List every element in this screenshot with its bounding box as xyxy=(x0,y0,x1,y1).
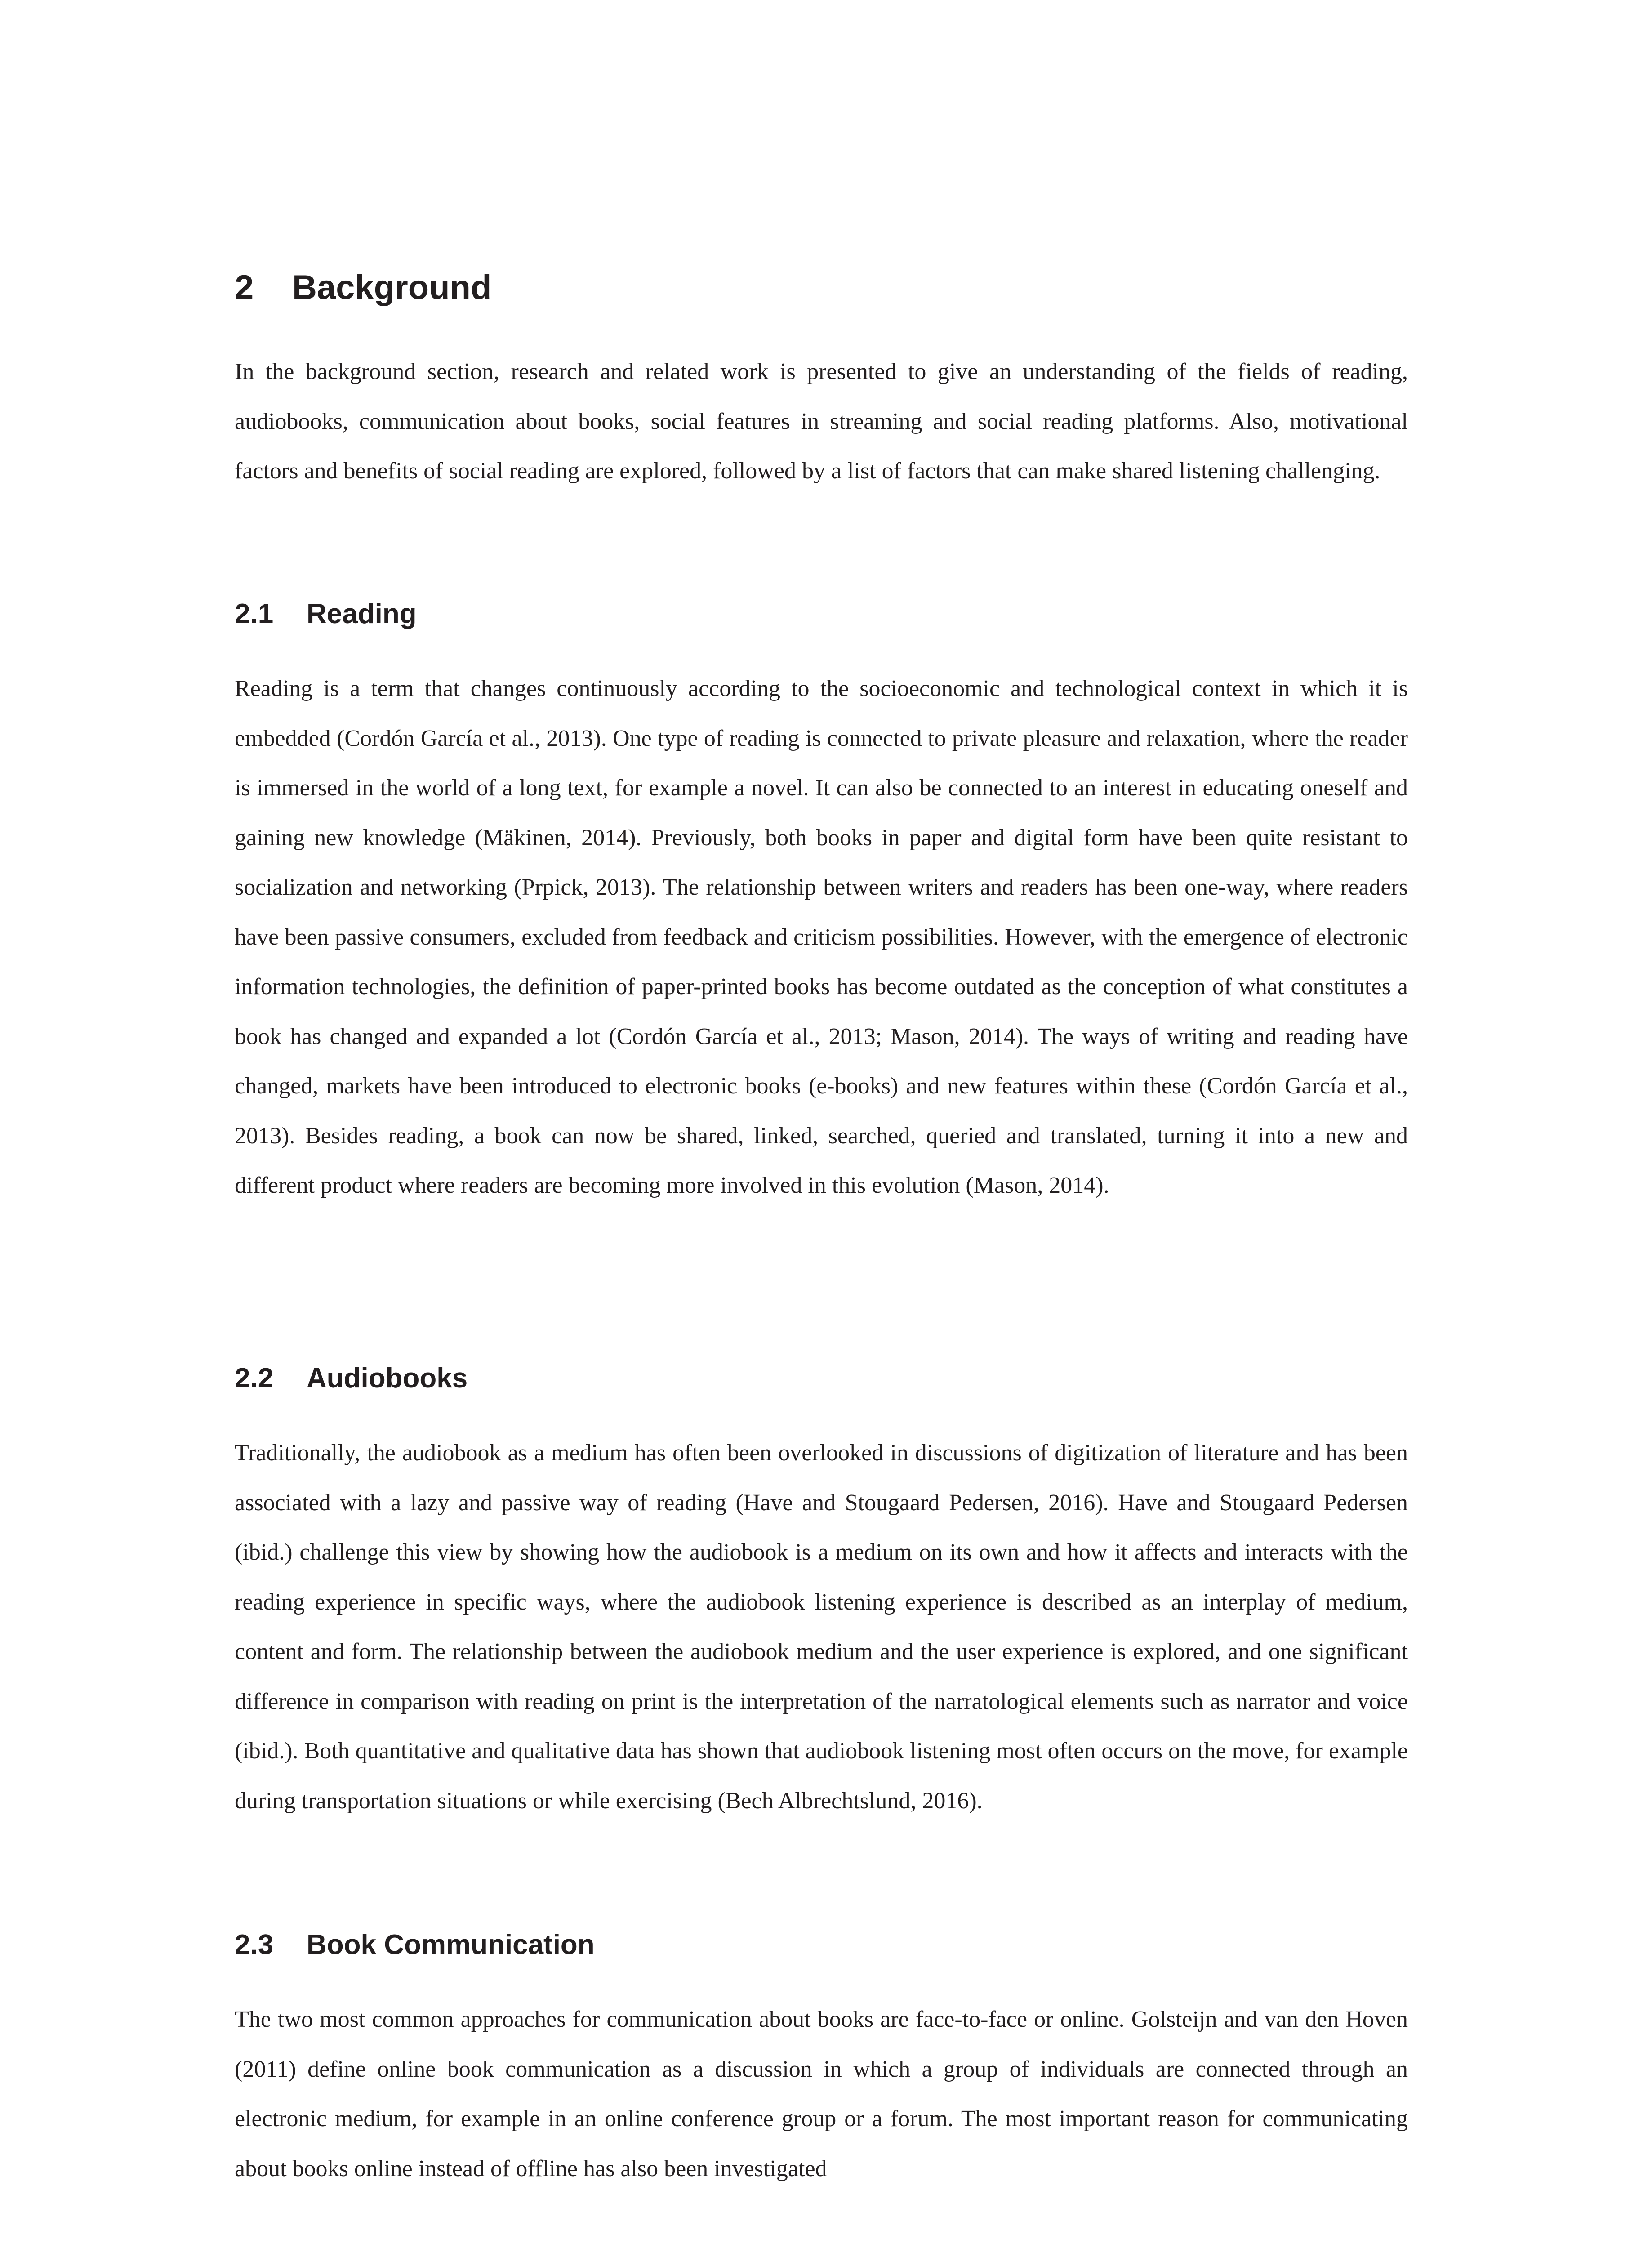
subsection-number: 2.1 xyxy=(235,598,274,629)
section-heading xyxy=(235,265,491,310)
reading-paragraph: Reading is a term that changes continuously according to the socioeconomic and technological context in which it is embedded (Cordón García et al., 2013). One type of reading is connected to private pleasure and relaxation, where the reader is immersed in the world of a long text, for example a novel. It can also be connected to an interest in educating oneself and gaining new knowledge (Mäkinen, 2014). Previously, both books in paper and digital form have been quite resistant to socialization and networking (Prpick, 2013). The relationship between writers and readers has been one-way, where readers have been passive consumers, excluded from feedback and criticism possibilities. However, with the emergence of electronic information technologies, the definition of paper-printed books has become outdated as the conception of what constitutes a book has changed and expanded a lot (Cordón García et al., 2013; Mason, 2014). The ways of writing and reading have changed, markets have been introduced to electronic books (e-books) and new features within these (Cordón García et al., 2013). Besides reading, a book can now be shared, linked, searched, queried and translated, turning it into a new and different product where readers are becoming more involved in this evolution (Mason, 2014). xyxy=(235,676,1408,1198)
subsection-number: 2.3 xyxy=(235,1929,274,1960)
audiobooks-paragraph: Traditionally, the audiobook as a medium has often been overlooked in discussions of digitization of literature and has been associated with a lazy and passive way of reading (Have and Stougaard Pedersen, 2016). Have and Stougaard Pedersen (ibid.) challenge this view by showing how the audiobook is a medium on its own and how it affects and interacts with the reading experience in specific ways, where the audiobook listening experience is described as an interplay of medium, content and form. The relationship between the audiobook medium and the user experience is explored, and one significant difference in comparison with reading on print is the interpretation of the narratological elements such as narrator and voice (ibid.). Both quantitative and qualitative data has shown that audiobook listening most often occurs on the move, for example during transportation situations or while exercising (Bech Albrechtslund, 2016). xyxy=(235,1440,1408,1814)
subsection-title: Book Communication xyxy=(307,1929,595,1960)
subsection-heading-audiobooks xyxy=(235,1360,468,1396)
section-title: Background xyxy=(292,268,492,307)
subsection-title: Reading xyxy=(307,598,417,629)
section-intro-paragraph: In the background section, research and related work is presented to give an understanding of the fields of reading, audiobooks, communication about books, social features in streaming and social reading platforms. Also, motivational factors and benefits of social reading are explored, followed by a list of factors that can make shared listening challenging. xyxy=(235,359,1408,484)
subsection-heading-reading xyxy=(235,596,417,632)
book-communication-paragraph: The two most common approaches for communication about books are face-to-face or online. Golsteijn and van den Hoven (2011) define online book communication as a discussion in which a group of individuals are connected through an electronic medium, for example in an online conference group or a forum. The most important reason for communicating about books online instead of offline has also been investigated xyxy=(235,2007,1408,2181)
subsection-title: Audiobooks xyxy=(307,1363,468,1394)
subsection-number: 2.2 xyxy=(235,1363,274,1394)
section-number: 2 xyxy=(235,268,254,307)
subsection-heading-book-communication xyxy=(235,1927,595,1963)
